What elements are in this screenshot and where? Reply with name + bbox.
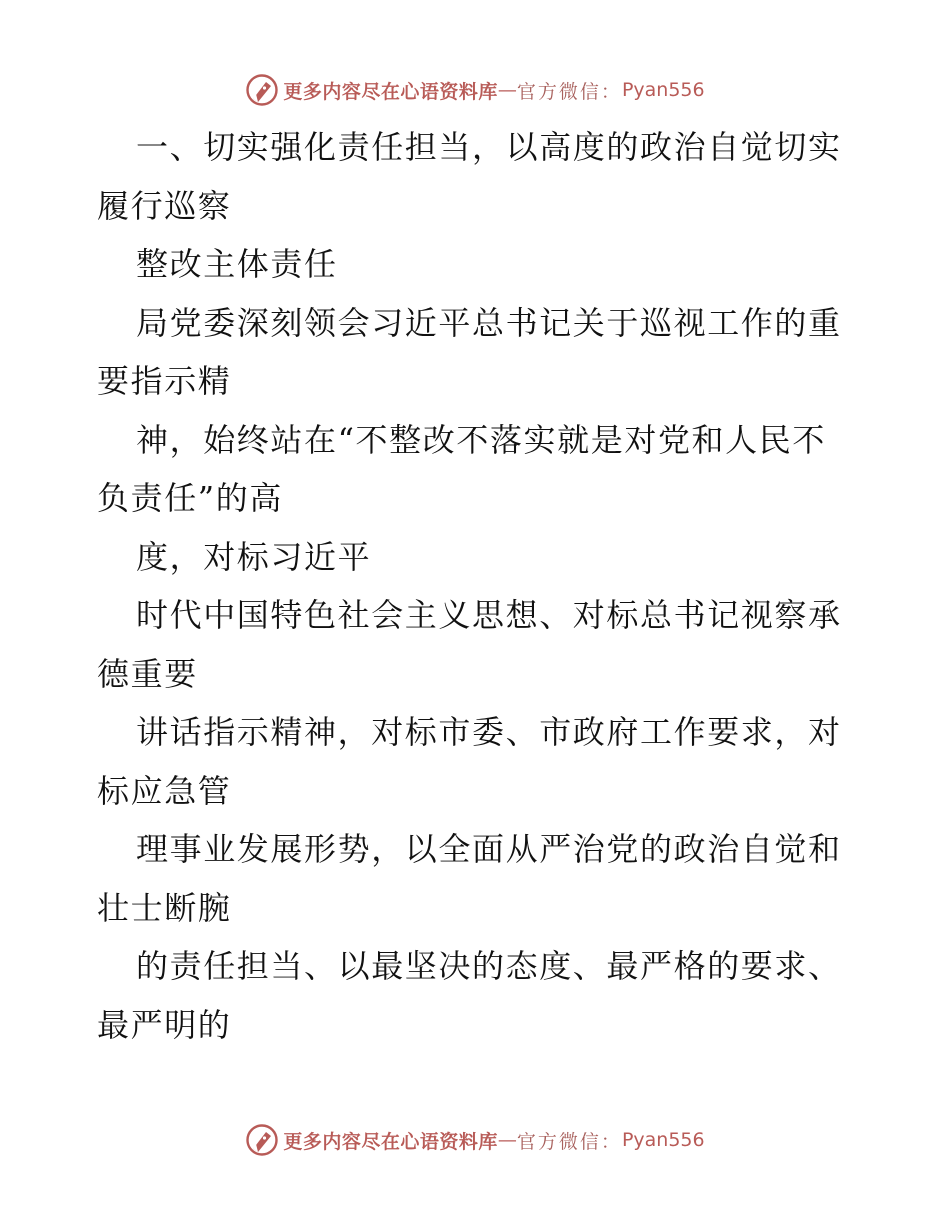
- footer-watermark: [0, 1120, 950, 1160]
- paragraph: 理事业发展形势，以全面从严治党的政治自觉和壮士断腕: [97, 830, 842, 927]
- watermark-main-text: 更多内容尽在心语资料库: [283, 1130, 498, 1153]
- paragraph: 讲话指示精神，对标市委、市政府工作要求，对标应急管: [97, 713, 842, 810]
- watermark-id: Pyan556: [621, 79, 705, 101]
- paragraph: 时代中国特色社会主义思想、对标总书记视察承德重要: [97, 596, 842, 693]
- watermark-sub-text: 官方微信：: [516, 1130, 622, 1153]
- watermark-dash: —: [497, 79, 517, 101]
- watermark-dash: —: [497, 1129, 517, 1151]
- watermark-sub-text: 官方微信：: [516, 80, 622, 103]
- paragraph: 局党委深刻领会习近平总书记关于巡视工作的重要指示精: [97, 303, 842, 400]
- header-watermark: [0, 70, 950, 110]
- paragraph: 整改主体责任: [136, 245, 338, 283]
- paragraph: 的责任担当、以最坚决的态度、最严格的要求、最严明的: [97, 947, 842, 1044]
- paragraph: 一、切实强化责任担当，以高度的政治自觉切实履行巡察: [97, 128, 842, 225]
- pen-nib-logo-icon: [245, 1123, 279, 1157]
- watermark-id: Pyan556: [621, 1129, 705, 1151]
- paragraph: 度，对标习近平: [136, 537, 372, 576]
- pen-nib-logo-icon: [245, 73, 279, 107]
- paragraph: 神，始终站在“不整改不落实就是对党和人民不负责任”的高: [97, 420, 826, 517]
- document-body: [97, 118, 857, 1054]
- watermark-main-text: 更多内容尽在心语资料库: [283, 80, 498, 103]
